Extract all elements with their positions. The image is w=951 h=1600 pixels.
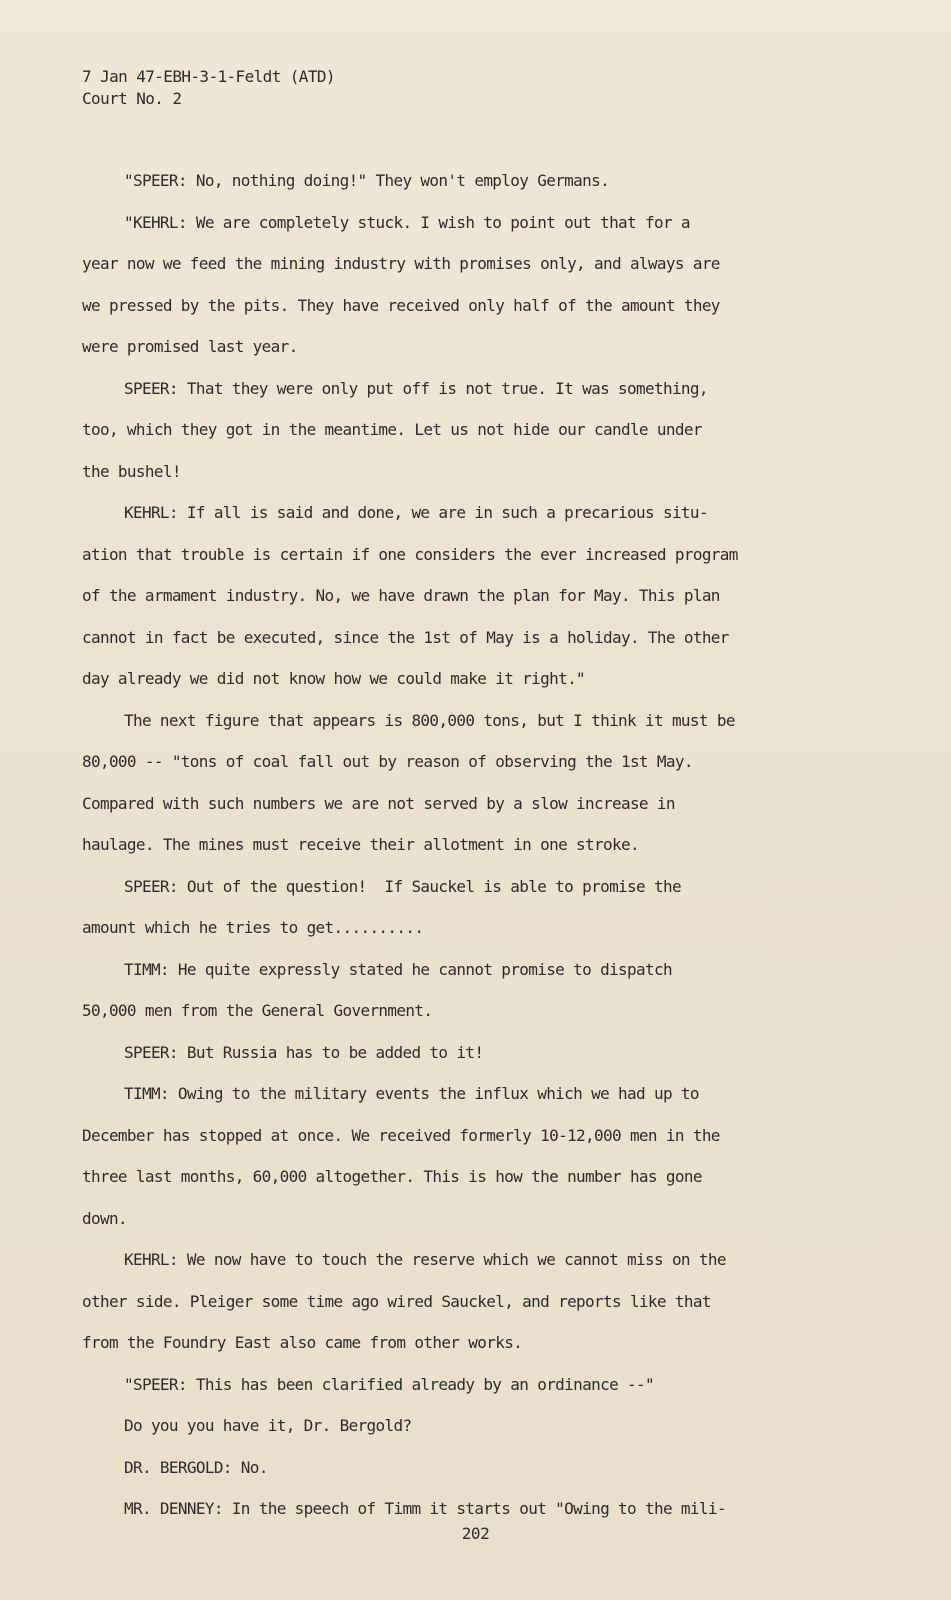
transcript-line: other side. Pleiger some time ago wired Sauckel, and reports like that <box>82 1291 711 1311</box>
transcript-line: KEHRL: We now have to touch the reserve which we cannot miss on the <box>124 1250 726 1269</box>
transcript-line: DR. BERGOLD: No. <box>124 1457 268 1477</box>
transcript-line: from the Foundry East also came from other works. <box>82 1333 523 1352</box>
transcript-line: we pressed by the pits. They have received only half of the amount they <box>82 295 720 315</box>
transcript-line: the bushel! <box>82 461 181 481</box>
transcript-line: 80,000 -- "tons of coal fall out by reason of observing the 1st May. <box>82 752 693 771</box>
transcript-line: "SPEER: No, nothing doing!" They won't employ Germans. <box>124 171 610 190</box>
transcript-line: TIMM: Owing to the military events the influx which we had up to <box>124 1084 699 1103</box>
transcript-line: were promised last year. <box>82 337 298 356</box>
transcript-line: haulage. The mines must receive their allotment in one stroke. <box>82 835 639 854</box>
transcript-line: MR. DENNEY: In the speech of Timm it starts out "Owing to the mili- <box>124 1499 726 1518</box>
transcript-line: SPEER: That they were only put off is not true. It was something, <box>124 378 708 398</box>
transcript-line: cannot in fact be executed, since the 1st of May is a holiday. The other <box>82 627 729 647</box>
transcript-line: "KEHRL: We are completely stuck. I wish to point out that for a <box>124 212 690 232</box>
transcript-line: 50,000 men from the General Government. <box>82 1001 433 1020</box>
transcript-line: Do you you have it, Dr. Bergold? <box>124 1416 412 1435</box>
transcript-line: down. <box>82 1208 127 1228</box>
transcript-line: The next figure that appears is 800,000 tons, but I think it must be <box>124 710 735 730</box>
transcript-line: TIMM: He quite expressly stated he cannot promise to dispatch <box>124 959 672 979</box>
header-court: Court No. 2 <box>82 89 182 108</box>
document-header <box>82 66 335 110</box>
transcript-line: SPEER: Out of the question! If Sauckel is able to promise the <box>124 876 681 896</box>
transcript-line: KEHRL: If all is said and done, we are in such a precarious situ- <box>124 503 708 522</box>
transcript-line: three last months, 60,000 altogether. This is how the number has gone <box>82 1167 702 1186</box>
transcript-line: day already we did not know how we could make it right." <box>82 669 586 688</box>
transcript-line: Compared with such numbers we are not served by a slow increase in <box>82 793 675 813</box>
transcript-line: too, which they got in the meantime. Let us not hide our candle under <box>82 420 702 439</box>
header-reference: 7 Jan 47-EBH-3-1-Feldt (ATD) <box>82 67 335 86</box>
transcript-line: SPEER: But Russia has to be added to it! <box>124 1042 484 1062</box>
page-number: 202 <box>461 1524 490 1543</box>
transcript-line: year now we feed the mining industry with promises only, and always are <box>82 254 720 273</box>
transcript-line: ation that trouble is certain if one considers the ever increased program <box>82 544 738 564</box>
transcript-line: "SPEER: This has been clarified already by an ordinance --" <box>124 1374 654 1394</box>
transcript-body <box>82 168 842 1538</box>
transcript-line: of the armament industry. No, we have drawn the plan for May. This plan <box>82 586 720 605</box>
transcript-line: amount which he tries to get.......... <box>82 918 424 937</box>
transcript-line: December has stopped at once. We received formerly 10-12,000 men in the <box>82 1125 720 1145</box>
